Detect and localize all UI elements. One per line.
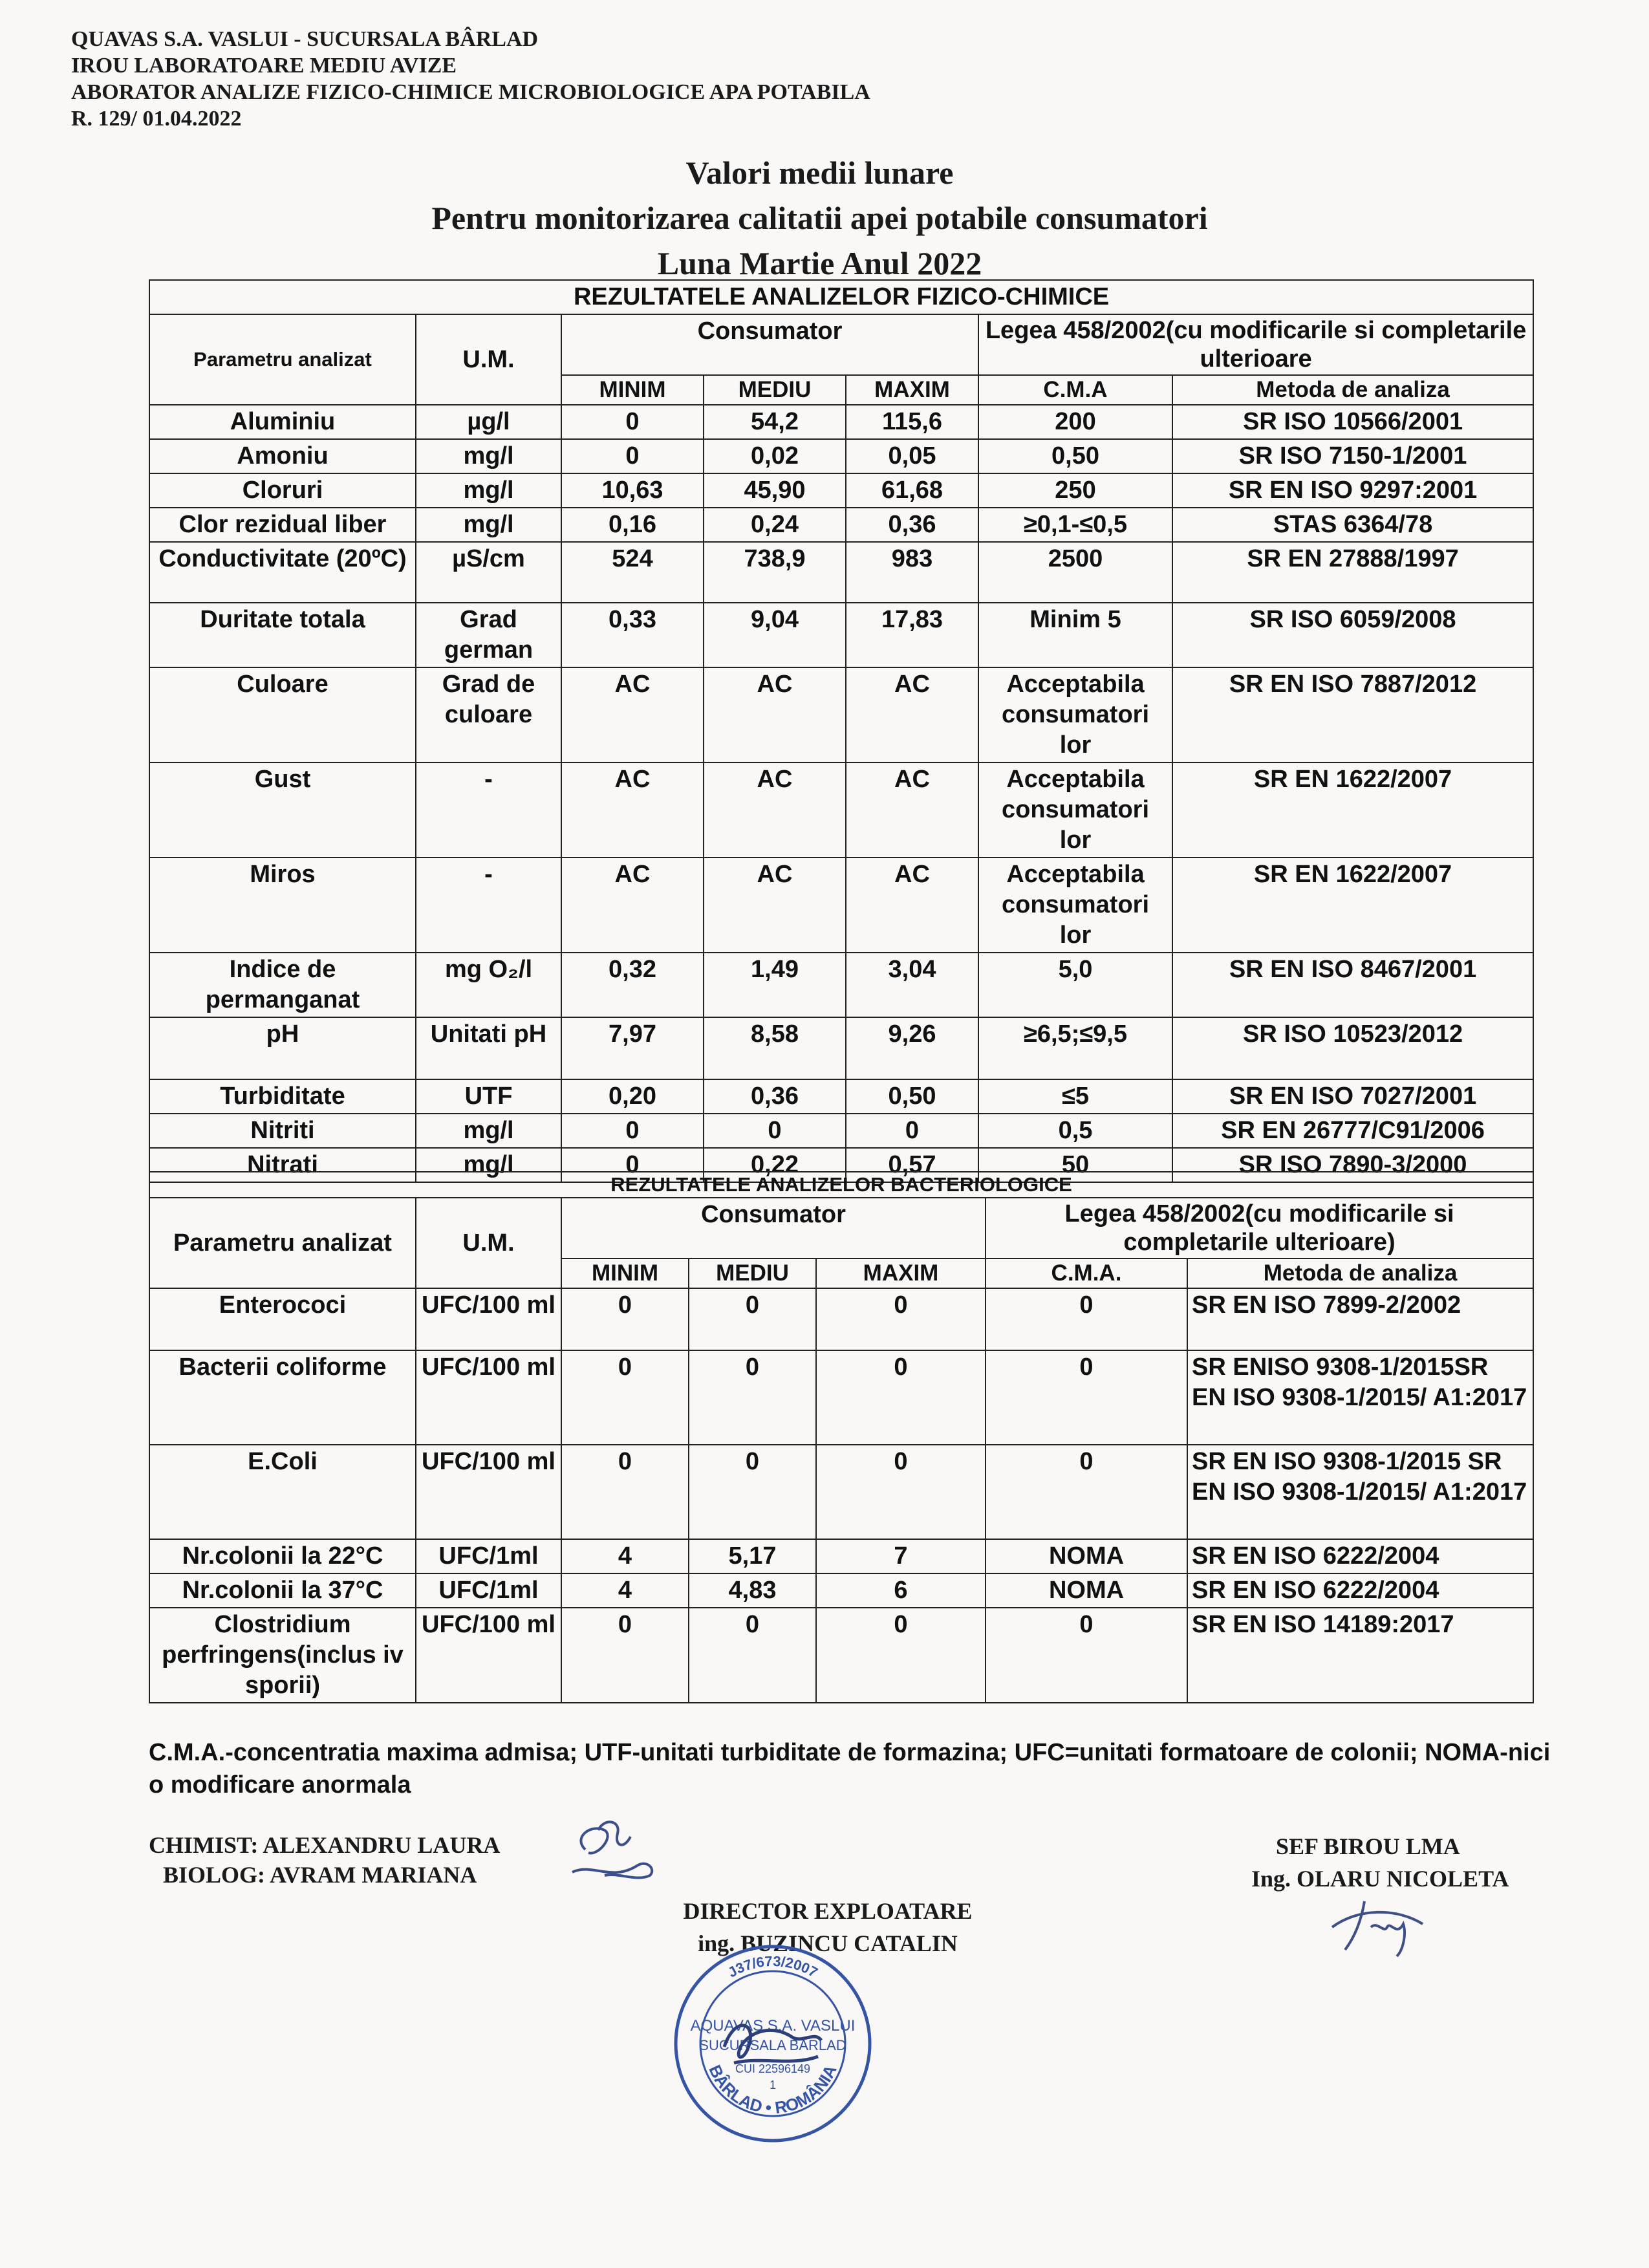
- bact-cell-method: SR EN ISO 7899-2/2002: [1187, 1288, 1533, 1350]
- bact-cell-unit: UFC/100 ml: [416, 1608, 561, 1703]
- chem-cell-min: 7,97: [561, 1017, 704, 1079]
- chem-cell-med: 0: [704, 1114, 846, 1148]
- section-title-physico-chemical: REZULTATELE ANALIZELOR FIZICO-CHIMICE: [149, 280, 1533, 314]
- bact-cell-min: 0: [561, 1350, 689, 1445]
- header-min: MINIM: [561, 1258, 689, 1288]
- chem-row: [149, 508, 1533, 542]
- sef-name: Ing. OLARU NICOLETA: [1251, 1866, 1509, 1892]
- header-parameter: Parametru analizat: [149, 314, 416, 405]
- bact-cell-max: 7: [816, 1539, 986, 1573]
- bact-cell-parameter: Bacterii coliforme: [149, 1350, 416, 1445]
- chem-cell-method: STAS 6364/78: [1172, 508, 1533, 542]
- chem-cell-unit: mg/l: [416, 1114, 561, 1148]
- chem-cell-cma: 250: [978, 473, 1172, 508]
- header-max: MAXIM: [846, 375, 978, 405]
- chem-row: [149, 1114, 1533, 1148]
- chem-cell-parameter: Culoare: [149, 667, 416, 762]
- chem-cell-max: 9,26: [846, 1017, 978, 1079]
- physico-chemical-rows: [149, 405, 1533, 1182]
- chem-cell-min: AC: [561, 858, 704, 953]
- chem-cell-parameter: Nitriti: [149, 1114, 416, 1148]
- chem-cell-parameter: Cloruri: [149, 473, 416, 508]
- chem-cell-parameter: Nitrati: [149, 1148, 416, 1182]
- bact-cell-max: 0: [816, 1350, 986, 1445]
- header-cma: C.M.A: [978, 375, 1172, 405]
- chem-cell-max: 17,83: [846, 603, 978, 667]
- bact-cell-cma: NOMA: [986, 1539, 1187, 1573]
- chem-cell-max: 0,36: [846, 508, 978, 542]
- chem-cell-method: SR EN 1622/2007: [1172, 858, 1533, 953]
- physico-chemical-table: [149, 279, 1534, 1183]
- header-cma: C.M.A.: [986, 1258, 1187, 1288]
- bact-cell-parameter: Enterococi: [149, 1288, 416, 1350]
- director-title: DIRECTOR EXPLOATARE: [683, 1898, 973, 1924]
- bact-cell-med: 0: [689, 1288, 816, 1350]
- bact-cell-method: SR EN ISO 9308-1/2015 SR EN ISO 9308-1/2015/ A1:2017: [1187, 1445, 1533, 1539]
- bact-cell-min: 4: [561, 1573, 689, 1608]
- header-consumator: Consumator: [561, 1198, 986, 1258]
- chem-cell-max: 3,04: [846, 953, 978, 1017]
- chem-cell-cma: 0,50: [978, 439, 1172, 473]
- chem-cell-parameter: Miros: [149, 858, 416, 953]
- bact-cell-med: 0: [689, 1608, 816, 1703]
- chem-cell-unit: mg/l: [416, 439, 561, 473]
- chem-cell-unit: Unitati pH: [416, 1017, 561, 1079]
- title-line-1: Valori medii lunare: [685, 155, 954, 191]
- chem-cell-min: 0,33: [561, 603, 704, 667]
- bact-cell-unit: UFC/100 ml: [416, 1350, 561, 1445]
- chem-row: [149, 953, 1533, 1017]
- svg-text:BÂRLAD • ROMÂNIA: BÂRLAD • ROMÂNIA: [705, 2062, 841, 2118]
- svg-text:J37/673/2007: J37/673/2007: [725, 1952, 821, 1981]
- chem-cell-parameter: Gust: [149, 762, 416, 858]
- bact-cell-method: SR EN ISO 14189:2017: [1187, 1608, 1533, 1703]
- chem-cell-cma: 0,5: [978, 1114, 1172, 1148]
- chem-cell-cma: 50: [978, 1148, 1172, 1182]
- bact-cell-cma: 0: [986, 1288, 1187, 1350]
- svg-text:1: 1: [769, 2079, 777, 2091]
- chem-cell-max: 115,6: [846, 405, 978, 439]
- chem-cell-cma: Acceptabila consumatori lor: [978, 762, 1172, 858]
- chem-cell-method: SR EN 1622/2007: [1172, 762, 1533, 858]
- bact-cell-method: SR EN ISO 6222/2004: [1187, 1573, 1533, 1608]
- chem-cell-method: SR ISO 10523/2012: [1172, 1017, 1533, 1079]
- bact-cell-method: SR ENISO 9308-1/2015SR EN ISO 9308-1/2015/ A1:2017: [1187, 1350, 1533, 1445]
- bact-cell-cma: 0: [986, 1608, 1187, 1703]
- chem-cell-parameter: Clor rezidual liber: [149, 508, 416, 542]
- chem-cell-med: 54,2: [704, 405, 846, 439]
- chem-cell-med: 0,36: [704, 1079, 846, 1114]
- svg-text:SUCURSALA BÂRLAD: SUCURSALA BÂRLAD: [699, 2037, 846, 2053]
- chem-cell-max: AC: [846, 667, 978, 762]
- chem-row: [149, 542, 1533, 603]
- bact-cell-unit: UFC/100 ml: [416, 1288, 561, 1350]
- document-title: [0, 150, 1639, 286]
- header-line-registration: R. 129/ 01.04.2022: [71, 107, 242, 131]
- chem-cell-med: 0,02: [704, 439, 846, 473]
- biolog-name: BIOLOG: AVRAM MARIANA: [163, 1862, 477, 1888]
- company-stamp-icon: [663, 1934, 883, 2154]
- chem-row: [149, 667, 1533, 762]
- bact-cell-method: SR EN ISO 6222/2004: [1187, 1539, 1533, 1573]
- chem-cell-min: 524: [561, 542, 704, 603]
- chem-cell-parameter: Amoniu: [149, 439, 416, 473]
- chem-cell-method: SR EN ISO 7027/2001: [1172, 1079, 1533, 1114]
- bact-row: [149, 1573, 1533, 1608]
- chem-cell-med: 9,04: [704, 603, 846, 667]
- chem-cell-unit: Grad de culoare: [416, 667, 561, 762]
- chem-cell-unit: µg/l: [416, 405, 561, 439]
- header-legea: Legea 458/2002(cu modificarile si completarile ulterioare: [978, 314, 1533, 375]
- chem-cell-max: 0,05: [846, 439, 978, 473]
- footnote-abbreviations: C.M.A.-concentratia maxima admisa; UTF-unitati turbiditate de formazina; UFC=unitati formatoare de colonii; NOMA-nici o modificare anormala: [149, 1739, 1551, 1798]
- header-max: MAXIM: [816, 1258, 986, 1288]
- chem-row: [149, 762, 1533, 858]
- chem-cell-unit: UTF: [416, 1079, 561, 1114]
- chem-cell-med: AC: [704, 762, 846, 858]
- header-method: Metoda de analiza: [1172, 375, 1533, 405]
- chem-cell-parameter: Turbiditate: [149, 1079, 416, 1114]
- header-consumator: Consumator: [561, 314, 978, 375]
- bact-cell-med: 5,17: [689, 1539, 816, 1573]
- header-min: MINIM: [561, 375, 704, 405]
- chem-cell-unit: mg/l: [416, 1148, 561, 1182]
- bact-cell-max: 6: [816, 1573, 986, 1608]
- bact-cell-parameter: Clostridium perfringens(inclus iv sporii): [149, 1608, 416, 1703]
- chem-row: [149, 473, 1533, 508]
- chem-cell-med: AC: [704, 858, 846, 953]
- svg-text:AQUAVAS S.A. VASLUI: AQUAVAS S.A. VASLUI: [690, 2017, 856, 2035]
- bact-cell-max: 0: [816, 1288, 986, 1350]
- header-parameter: Parametru analizat: [149, 1198, 416, 1288]
- bacteriological-table: [149, 1171, 1534, 1703]
- header-line-department: IROU LABORATOARE MEDIU AVIZE: [71, 54, 457, 78]
- chem-cell-method: SR ISO 7890-3/2000: [1172, 1148, 1533, 1182]
- chem-cell-med: AC: [704, 667, 846, 762]
- chem-cell-unit: mg O₂/l: [416, 953, 561, 1017]
- chem-cell-max: AC: [846, 858, 978, 953]
- chem-cell-method: SR ISO 6059/2008: [1172, 603, 1533, 667]
- sef-title: SEF BIROU LMA: [1276, 1833, 1460, 1859]
- chimist-name: CHIMIST: ALEXANDRU LAURA: [149, 1832, 501, 1858]
- chem-cell-method: SR EN 26777/C91/2006: [1172, 1114, 1533, 1148]
- bact-cell-med: 0: [689, 1350, 816, 1445]
- chem-cell-cma: 200: [978, 405, 1172, 439]
- bact-row: [149, 1350, 1533, 1445]
- bact-row: [149, 1608, 1533, 1703]
- bact-cell-min: 0: [561, 1608, 689, 1703]
- chem-cell-max: 61,68: [846, 473, 978, 508]
- chem-cell-unit: -: [416, 858, 561, 953]
- chem-cell-min: 0: [561, 1114, 704, 1148]
- chem-cell-cma: ≤5: [978, 1079, 1172, 1114]
- header-line-laboratory: ABORATOR ANALIZE FIZICO-CHIMICE MICROBIOLOGICE APA POTABILA: [71, 80, 870, 104]
- chem-cell-method: SR ISO 10566/2001: [1172, 405, 1533, 439]
- chem-cell-max: 0,57: [846, 1148, 978, 1182]
- chem-cell-min: 0: [561, 405, 704, 439]
- chem-cell-unit: mg/l: [416, 508, 561, 542]
- chem-cell-cma: ≥0,1-≤0,5: [978, 508, 1172, 542]
- chem-cell-med: 8,58: [704, 1017, 846, 1079]
- bact-cell-med: 0: [689, 1445, 816, 1539]
- chem-cell-med: 1,49: [704, 953, 846, 1017]
- chem-cell-min: 0,20: [561, 1079, 704, 1114]
- chimist-signature-icon: [559, 1811, 663, 1895]
- bact-cell-unit: UFC/1ml: [416, 1539, 561, 1573]
- bact-cell-max: 0: [816, 1445, 986, 1539]
- document-header: [71, 26, 870, 132]
- bact-cell-cma: NOMA: [986, 1573, 1187, 1608]
- sef-signature-icon: [1326, 1888, 1442, 1960]
- bact-row: [149, 1539, 1533, 1573]
- svg-text:CUI 22596149: CUI 22596149: [735, 2062, 811, 2075]
- chem-cell-method: SR EN 27888/1997: [1172, 542, 1533, 603]
- chem-cell-max: AC: [846, 762, 978, 858]
- chem-cell-cma: Acceptabila consumatori lor: [978, 667, 1172, 762]
- chem-cell-max: 0,50: [846, 1079, 978, 1114]
- bacteriological-rows: [149, 1288, 1533, 1703]
- bact-row: [149, 1445, 1533, 1539]
- header-line-company: QUAVAS S.A. VASLUI - SUCURSALA BÂRLAD: [71, 27, 539, 51]
- bact-cell-parameter: Nr.colonii la 22°C: [149, 1539, 416, 1573]
- chem-cell-parameter: Duritate totala: [149, 603, 416, 667]
- header-legea: Legea 458/2002(cu modificarile si completarile ulterioare): [986, 1198, 1533, 1258]
- chem-cell-unit: mg/l: [416, 473, 561, 508]
- section-title-bacteriological: REZULTATELE ANALIZELOR BACTERIOLOGICE: [149, 1172, 1533, 1198]
- header-unit: U.M.: [416, 1198, 561, 1288]
- chem-cell-cma: Acceptabila consumatori lor: [978, 858, 1172, 953]
- director-name: ing. BUZINCU CATALIN: [698, 1930, 958, 1956]
- signature-block-left: [149, 1830, 500, 1890]
- chem-cell-parameter: Aluminiu: [149, 405, 416, 439]
- bact-cell-parameter: E.Coli: [149, 1445, 416, 1539]
- title-line-3: Luna Martie Anul 2022: [657, 245, 982, 281]
- chem-cell-method: SR ISO 7150-1/2001: [1172, 439, 1533, 473]
- chem-row: [149, 439, 1533, 473]
- chem-cell-cma: 5,0: [978, 953, 1172, 1017]
- header-method: Metoda de analiza: [1187, 1258, 1533, 1288]
- chem-row: [149, 603, 1533, 667]
- chem-cell-med: 0,22: [704, 1148, 846, 1182]
- bact-cell-min: 0: [561, 1445, 689, 1539]
- bact-cell-cma: 0: [986, 1350, 1187, 1445]
- chem-cell-cma: Minim 5: [978, 603, 1172, 667]
- header-med: MEDIU: [704, 375, 846, 405]
- bact-cell-unit: UFC/100 ml: [416, 1445, 561, 1539]
- signature-block-right: [1251, 1830, 1509, 1895]
- bact-cell-min: 4: [561, 1539, 689, 1573]
- chem-cell-min: 0,16: [561, 508, 704, 542]
- chem-cell-med: 0,24: [704, 508, 846, 542]
- bact-cell-unit: UFC/1ml: [416, 1573, 561, 1608]
- bact-cell-parameter: Nr.colonii la 37°C: [149, 1573, 416, 1608]
- bact-cell-med: 4,83: [689, 1573, 816, 1608]
- chem-cell-min: 0: [561, 1148, 704, 1182]
- header-med: MEDIU: [689, 1258, 816, 1288]
- chem-cell-cma: ≥6,5;≤9,5: [978, 1017, 1172, 1079]
- chem-row: [149, 405, 1533, 439]
- bact-row: [149, 1288, 1533, 1350]
- chem-row: [149, 1017, 1533, 1079]
- chem-cell-min: 0: [561, 439, 704, 473]
- bact-cell-min: 0: [561, 1288, 689, 1350]
- chem-cell-method: SR EN ISO 8467/2001: [1172, 953, 1533, 1017]
- chem-row: [149, 1079, 1533, 1114]
- chem-cell-unit: -: [416, 762, 561, 858]
- bact-cell-max: 0: [816, 1608, 986, 1703]
- chem-row: [149, 858, 1533, 953]
- chem-cell-min: 0,32: [561, 953, 704, 1017]
- chem-cell-parameter: Conductivitate (20ºC): [149, 542, 416, 603]
- chem-cell-cma: 2500: [978, 542, 1172, 603]
- chem-cell-max: 0: [846, 1114, 978, 1148]
- chem-cell-parameter: Indice de permanganat: [149, 953, 416, 1017]
- chem-cell-unit: µS/cm: [416, 542, 561, 603]
- chem-cell-method: SR EN ISO 9297:2001: [1172, 473, 1533, 508]
- chem-cell-min: 10,63: [561, 473, 704, 508]
- chem-cell-med: 45,90: [704, 473, 846, 508]
- chem-cell-min: AC: [561, 762, 704, 858]
- chem-cell-min: AC: [561, 667, 704, 762]
- chem-cell-med: 738,9: [704, 542, 846, 603]
- chem-cell-unit: Grad german: [416, 603, 561, 667]
- bact-cell-cma: 0: [986, 1445, 1187, 1539]
- chem-cell-max: 983: [846, 542, 978, 603]
- chem-cell-parameter: pH: [149, 1017, 416, 1079]
- chem-cell-method: SR EN ISO 7887/2012: [1172, 667, 1533, 762]
- title-line-2: Pentru monitorizarea calitatii apei potabile consumatori: [431, 200, 1208, 236]
- header-unit: U.M.: [416, 314, 561, 405]
